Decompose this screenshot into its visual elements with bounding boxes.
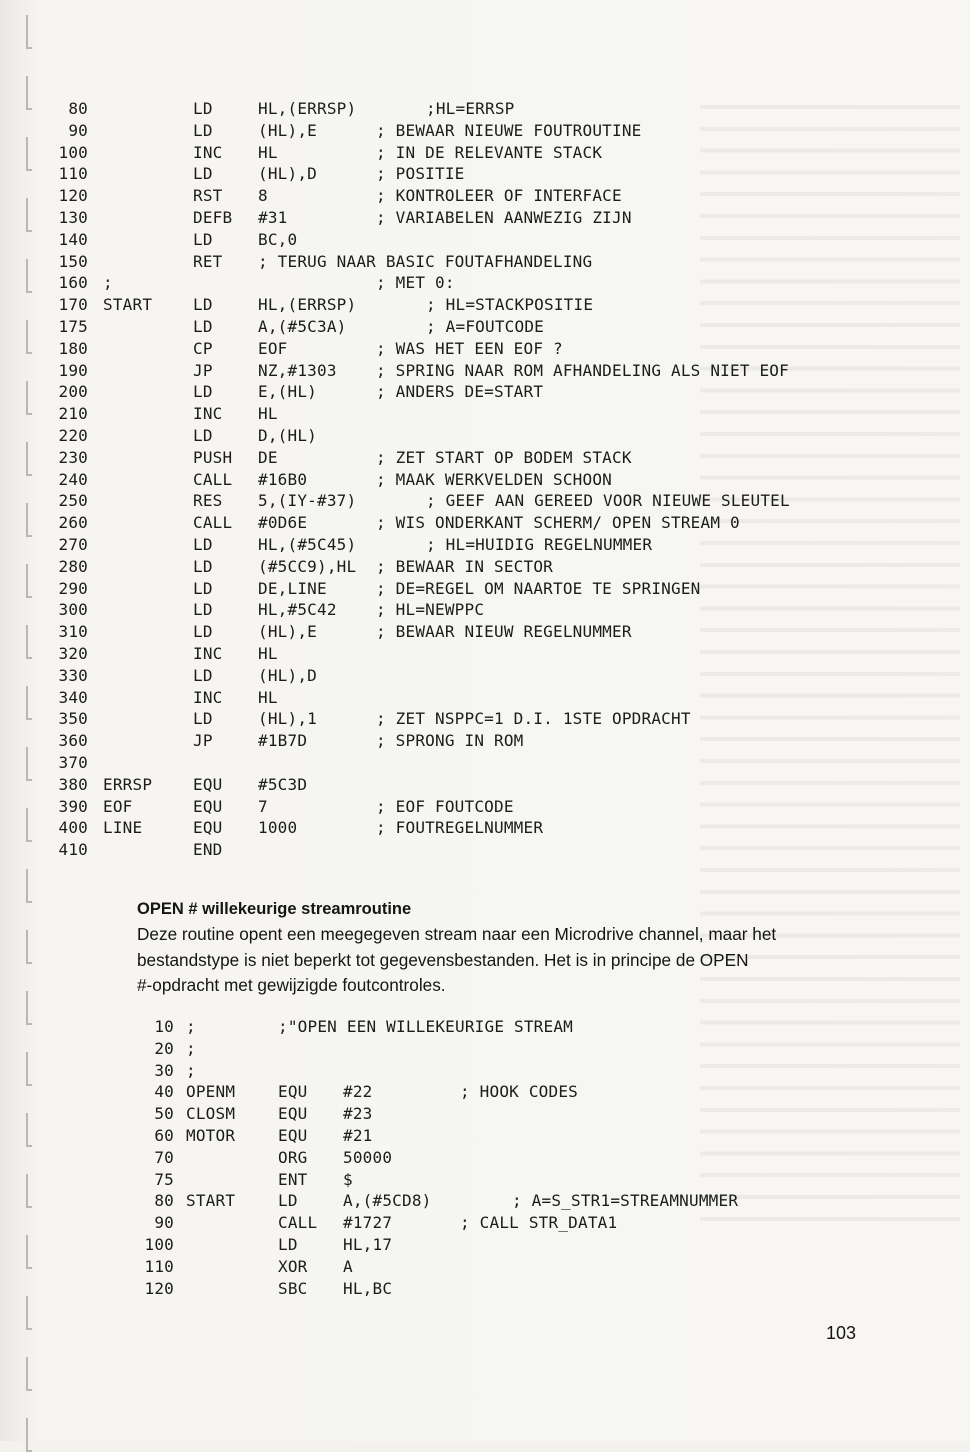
code-opcode: LD bbox=[193, 120, 213, 140]
code-label: ; bbox=[186, 1060, 196, 1080]
code-operand: 50000 bbox=[343, 1147, 393, 1167]
code-label: ; bbox=[186, 1017, 196, 1036]
code-opcode: LD bbox=[193, 578, 213, 598]
code-label: START bbox=[103, 295, 153, 315]
code-line bbox=[0, 490, 920, 512]
code-opcode: LD bbox=[193, 229, 213, 249]
code-line bbox=[0, 469, 920, 491]
code-opcode: INC bbox=[193, 142, 223, 162]
line-number: 80 bbox=[68, 99, 88, 118]
code-opcode: EQU bbox=[278, 1126, 308, 1145]
code-label: OPENM bbox=[186, 1082, 236, 1102]
line-number: 300 bbox=[58, 600, 88, 620]
code-line bbox=[0, 643, 920, 665]
line-number: 70 bbox=[154, 1147, 174, 1167]
code-opcode: RES bbox=[193, 491, 223, 511]
code-comment: ; IN DE RELEVANTE STACK bbox=[376, 142, 603, 162]
code-opcode: JP bbox=[193, 731, 213, 751]
code-label: MOTOR bbox=[186, 1126, 236, 1145]
code-operand: #0D6E bbox=[258, 513, 308, 533]
code-operand: HL,#5C42 bbox=[258, 600, 337, 620]
code-operand: ; TERUG NAAR BASIC FOUTAFHANDELING bbox=[258, 251, 593, 271]
line-number: 310 bbox=[58, 622, 88, 642]
line-number: 50 bbox=[154, 1104, 174, 1124]
code-line bbox=[0, 556, 920, 578]
code-operand: (HL),1 bbox=[258, 709, 317, 729]
code-label: ; bbox=[103, 273, 113, 293]
code-comment: ; DE=REGEL OM NAARTOE TE SPRINGEN bbox=[376, 578, 701, 598]
code-comment: ; WAS HET EEN EOF ? bbox=[376, 338, 563, 358]
code-operand: EOF bbox=[258, 338, 288, 358]
line-number: 110 bbox=[58, 164, 88, 184]
code-opcode: CALL bbox=[193, 469, 233, 489]
code-line bbox=[0, 774, 920, 796]
code-label: LINE bbox=[103, 818, 143, 838]
line-number: 130 bbox=[58, 208, 88, 227]
code-operand: #1B7D bbox=[258, 731, 308, 751]
code-comment: ; BEWAAR NIEUWE FOUTROUTINE bbox=[376, 120, 642, 140]
code-opcode: EQU bbox=[193, 818, 223, 838]
code-comment: ; A=FOUTCODE bbox=[426, 317, 544, 336]
code-operand: DE,LINE bbox=[258, 578, 327, 598]
code-comment: ; BEWAAR NIEUW REGELNUMMER bbox=[376, 622, 632, 642]
line-number: 380 bbox=[58, 774, 88, 794]
code-comment: ; ZET START OP BODEM STACK bbox=[376, 447, 632, 467]
code-operand: HL bbox=[258, 687, 278, 707]
code-comment: ;HL=ERRSP bbox=[426, 99, 515, 118]
paragraph-line: #-opdracht met gewijzigde foutcontroles. bbox=[137, 975, 446, 995]
code-comment: ; A=S_STR1=STREAMNUMMER bbox=[512, 1191, 739, 1211]
code-comment: ; SPRING NAAR ROM AFHANDELING ALS NIET EOF bbox=[376, 360, 789, 380]
line-number: 190 bbox=[58, 360, 88, 380]
code-line bbox=[0, 338, 920, 360]
code-line bbox=[0, 730, 920, 752]
line-number: 230 bbox=[58, 447, 88, 467]
code-line bbox=[0, 185, 920, 207]
line-number: 180 bbox=[58, 338, 88, 358]
code-line bbox=[0, 403, 920, 425]
code-opcode: CP bbox=[193, 338, 213, 358]
code-comment: ; HL=NEWPPC bbox=[376, 600, 485, 620]
code-operand: (HL),E bbox=[258, 120, 317, 140]
code-opcode: EQU bbox=[193, 796, 223, 816]
line-number: 240 bbox=[58, 469, 88, 489]
code-line bbox=[0, 294, 920, 316]
line-number: 340 bbox=[58, 687, 88, 707]
code-label: EOF bbox=[103, 796, 133, 816]
code-line bbox=[0, 599, 920, 621]
line-number: 220 bbox=[58, 426, 88, 445]
line-number: 390 bbox=[58, 796, 88, 816]
code-comment: ; MET 0: bbox=[376, 273, 455, 293]
code-opcode: LD bbox=[193, 317, 213, 336]
code-operand: ;"OPEN EEN WILLEKEURIGE STREAM bbox=[278, 1017, 573, 1036]
line-number: 90 bbox=[68, 120, 88, 140]
code-opcode: LD bbox=[193, 426, 213, 445]
code-line bbox=[0, 251, 920, 273]
code-operand: #16B0 bbox=[258, 469, 308, 489]
code-opcode: CALL bbox=[193, 513, 233, 533]
code-comment: ; FOUTREGELNUMMER bbox=[376, 818, 544, 838]
code-operand: HL bbox=[258, 404, 278, 424]
code-operand: HL bbox=[258, 142, 278, 162]
code-comment: ; GEEF AAN GEREED VOOR NIEUWE SLEUTEL bbox=[426, 491, 790, 511]
code-line bbox=[0, 1169, 920, 1191]
code-line bbox=[0, 687, 920, 709]
code-comment: ; EOF FOUTCODE bbox=[376, 796, 514, 816]
code-opcode: ENT bbox=[278, 1169, 308, 1189]
binding-hole bbox=[26, 930, 32, 964]
code-line bbox=[0, 272, 920, 294]
line-number: 10 bbox=[154, 1017, 174, 1036]
code-operand: (HL),D bbox=[258, 665, 317, 685]
line-number: 175 bbox=[58, 317, 88, 336]
line-number: 280 bbox=[58, 556, 88, 576]
code-operand: E,(HL) bbox=[258, 382, 317, 402]
code-operand: HL bbox=[258, 644, 278, 663]
line-number: 20 bbox=[154, 1038, 174, 1058]
code-operand: #31 bbox=[258, 208, 288, 227]
code-opcode: LD bbox=[278, 1235, 298, 1254]
code-opcode: DEFB bbox=[193, 208, 233, 227]
code-line bbox=[0, 316, 920, 338]
code-label: START bbox=[186, 1191, 236, 1211]
code-comment: ; HL=STACKPOSITIE bbox=[426, 295, 594, 315]
line-number: 200 bbox=[58, 382, 88, 402]
code-opcode: XOR bbox=[278, 1256, 308, 1276]
code-operand: #21 bbox=[343, 1126, 373, 1145]
code-line bbox=[0, 1256, 920, 1278]
code-line bbox=[0, 425, 920, 447]
code-line bbox=[0, 578, 920, 600]
line-number: 100 bbox=[144, 1235, 174, 1254]
line-number: 100 bbox=[58, 142, 88, 162]
line-number: 120 bbox=[58, 186, 88, 206]
binding-hole bbox=[26, 869, 32, 903]
code-operand: #23 bbox=[343, 1104, 373, 1124]
code-line bbox=[0, 621, 920, 643]
code-operand: HL,17 bbox=[343, 1235, 393, 1254]
code-opcode: LD bbox=[193, 164, 213, 184]
code-operand: 8 bbox=[258, 186, 268, 206]
line-number: 250 bbox=[58, 491, 88, 511]
code-comment: ; ANDERS DE=START bbox=[376, 382, 544, 402]
code-line bbox=[0, 120, 920, 142]
line-number: 120 bbox=[144, 1278, 174, 1298]
code-comment: ; HL=HUIDIG REGELNUMMER bbox=[426, 535, 653, 554]
code-opcode: LD bbox=[193, 382, 213, 402]
binding-hole bbox=[26, 1357, 32, 1391]
code-operand: BC,0 bbox=[258, 229, 298, 249]
section-heading: OPEN # willekeurige streamroutine bbox=[137, 900, 412, 918]
code-line bbox=[0, 1278, 920, 1300]
paragraph-line: bestandstype is niet beperkt tot gegevensbestanden. Het is in principe de OPEN bbox=[137, 949, 749, 970]
code-operand: DE bbox=[258, 447, 278, 467]
code-line bbox=[0, 1147, 920, 1169]
code-comment: ; WIS ONDERKANT SCHERM/ OPEN STREAM 0 bbox=[376, 513, 740, 533]
code-line bbox=[0, 1125, 920, 1147]
line-number: 270 bbox=[58, 535, 88, 554]
code-comment: ; CALL STR_DATA1 bbox=[460, 1213, 618, 1233]
code-operand: NZ,#1303 bbox=[258, 360, 337, 380]
binding-hole bbox=[26, 1296, 32, 1330]
code-operand: A bbox=[343, 1256, 353, 1276]
line-number: 110 bbox=[144, 1256, 174, 1276]
line-number: 170 bbox=[58, 295, 88, 315]
code-operand: A,(#5C3A) bbox=[258, 317, 347, 336]
line-number: 80 bbox=[154, 1191, 174, 1211]
line-number: 150 bbox=[58, 251, 88, 271]
code-operand: HL,(#5C45) bbox=[258, 535, 357, 554]
code-comment: ; VARIABELEN AANWEZIG ZIJN bbox=[376, 208, 632, 227]
code-operand: (HL),E bbox=[258, 622, 317, 642]
code-line bbox=[0, 1038, 920, 1060]
code-opcode: RST bbox=[193, 186, 223, 206]
binding-hole bbox=[26, 15, 32, 49]
code-comment: ; BEWAAR IN SECTOR bbox=[376, 556, 553, 576]
page-number: 103 bbox=[826, 1323, 857, 1343]
code-label: ; bbox=[186, 1038, 196, 1058]
code-comment: ; ZET NSPPC=1 D.I. 1STE OPDRACHT bbox=[376, 709, 691, 729]
code-label: CLOSM bbox=[186, 1104, 236, 1124]
line-number: 210 bbox=[58, 404, 88, 424]
code-line bbox=[0, 98, 920, 120]
code-opcode: EQU bbox=[193, 774, 223, 794]
code-line bbox=[0, 752, 920, 774]
code-operand: $ bbox=[343, 1169, 353, 1189]
line-number: 30 bbox=[154, 1060, 174, 1080]
code-operand: 5,(IY-#37) bbox=[258, 491, 357, 511]
code-comment: ; HOOK CODES bbox=[460, 1082, 578, 1102]
line-number: 290 bbox=[58, 578, 88, 598]
line-number: 140 bbox=[58, 229, 88, 249]
code-comment: ; POSITIE bbox=[376, 164, 465, 184]
line-number: 330 bbox=[58, 665, 88, 685]
line-number: 90 bbox=[154, 1213, 174, 1233]
code-line bbox=[0, 512, 920, 534]
line-number: 320 bbox=[58, 644, 88, 663]
code-line bbox=[0, 796, 920, 818]
line-number: 350 bbox=[58, 709, 88, 729]
code-line bbox=[0, 1234, 920, 1256]
code-opcode: LD bbox=[278, 1191, 298, 1211]
routine-section bbox=[137, 900, 867, 999]
code-comment: ; SPRONG IN ROM bbox=[376, 731, 524, 751]
code-line bbox=[0, 1212, 920, 1234]
code-operand: HL,(ERRSP) bbox=[258, 99, 357, 118]
line-number: 400 bbox=[58, 818, 88, 838]
code-operand: #1727 bbox=[343, 1213, 393, 1233]
code-opcode: INC bbox=[193, 404, 223, 424]
code-opcode: SBC bbox=[278, 1278, 308, 1298]
code-opcode: LD bbox=[193, 556, 213, 576]
code-line bbox=[0, 142, 920, 164]
code-opcode: LD bbox=[193, 665, 213, 685]
code-line bbox=[0, 708, 920, 730]
line-number: 410 bbox=[58, 840, 88, 860]
line-number: 160 bbox=[58, 273, 88, 293]
code-opcode: ORG bbox=[278, 1147, 308, 1167]
code-operand: 1000 bbox=[258, 818, 298, 838]
code-opcode: JP bbox=[193, 360, 213, 380]
code-operand: (#5CC9),HL bbox=[258, 556, 357, 576]
code-opcode: LD bbox=[193, 709, 213, 729]
code-comment: ; KONTROLEER OF INTERFACE bbox=[376, 186, 622, 206]
code-opcode: LD bbox=[193, 600, 213, 620]
code-line bbox=[0, 534, 920, 556]
code-line bbox=[0, 839, 920, 861]
code-line bbox=[0, 229, 920, 251]
code-opcode: LD bbox=[193, 622, 213, 642]
code-opcode: CALL bbox=[278, 1213, 318, 1233]
code-line bbox=[0, 1060, 920, 1082]
code-opcode: INC bbox=[193, 644, 223, 663]
line-number: 260 bbox=[58, 513, 88, 533]
code-operand: (HL),D bbox=[258, 164, 317, 184]
code-line bbox=[0, 665, 920, 687]
code-opcode: EQU bbox=[278, 1104, 308, 1124]
code-line bbox=[0, 1016, 920, 1038]
code-line bbox=[0, 163, 920, 185]
code-line bbox=[0, 381, 920, 403]
code-line bbox=[0, 360, 920, 382]
code-opcode: LD bbox=[193, 535, 213, 554]
code-operand: 7 bbox=[258, 796, 268, 816]
line-number: 60 bbox=[154, 1126, 174, 1145]
code-opcode: LD bbox=[193, 295, 213, 315]
section-paragraph bbox=[137, 922, 867, 999]
paragraph-line: Deze routine opent een meegegeven stream naar een Microdrive channel, maar het bbox=[137, 924, 777, 944]
code-opcode: END bbox=[193, 840, 223, 860]
code-line bbox=[0, 447, 920, 469]
code-line bbox=[0, 817, 920, 839]
code-line bbox=[0, 1081, 920, 1103]
line-number: 370 bbox=[58, 753, 88, 772]
code-opcode: INC bbox=[193, 687, 223, 707]
code-opcode: PUSH bbox=[193, 447, 233, 467]
code-operand: HL,(ERRSP) bbox=[258, 295, 357, 315]
code-line bbox=[0, 1103, 920, 1125]
code-line bbox=[0, 1190, 920, 1212]
code-opcode: LD bbox=[193, 99, 213, 118]
code-operand: A,(#5CD8) bbox=[343, 1191, 432, 1211]
code-operand: #22 bbox=[343, 1082, 373, 1102]
code-operand: #5C3D bbox=[258, 774, 308, 794]
code-comment: ; MAAK WERKVELDEN SCHOON bbox=[376, 469, 612, 489]
code-opcode: EQU bbox=[278, 1082, 308, 1102]
line-number: 40 bbox=[154, 1082, 174, 1102]
code-operand: HL,BC bbox=[343, 1278, 393, 1298]
code-label: ERRSP bbox=[103, 774, 153, 794]
line-number: 360 bbox=[58, 731, 88, 751]
code-operand: D,(HL) bbox=[258, 426, 317, 445]
binding-hole bbox=[26, 1418, 32, 1452]
code-line bbox=[0, 207, 920, 229]
code-opcode: RET bbox=[193, 251, 223, 271]
line-number: 75 bbox=[154, 1169, 174, 1189]
